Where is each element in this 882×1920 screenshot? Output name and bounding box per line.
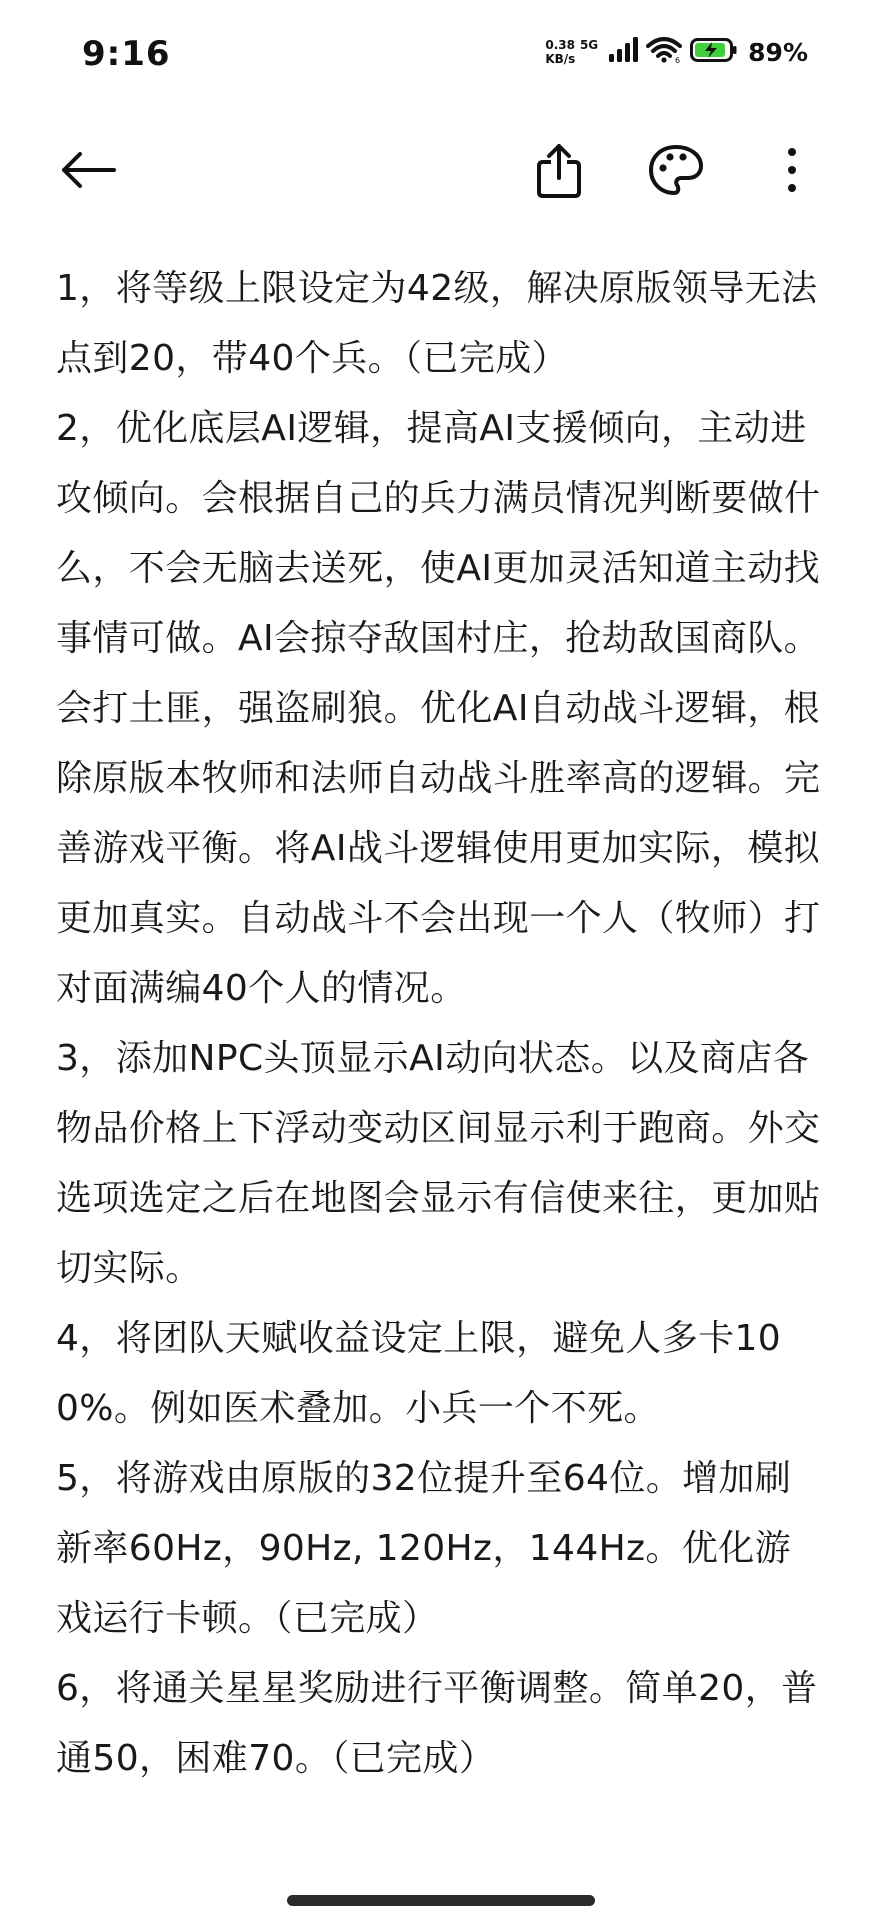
more-vertical-icon bbox=[786, 146, 798, 198]
paragraph-2: 2，优化底层AI逻辑，提高AI支援倾向，主动进攻倾向。会根据自己的兵力满员情况判断要做什么，不会无脑去送死，使AI更加灵活知道主动找事情可做。AI会掠夺敌国村庄，抢劫敌国商队。会打土匪，强盗刷狼。优化AI自动战斗逻辑，根除原版本牧师和法师自动战斗胜率高的逻辑。完善游戏平衡。将AI战斗逻辑使用更加实际，模拟更加真实。自动战斗不会出现一个人（牧师）打对面满编40个人的情况。 bbox=[56, 408, 821, 1009]
battery-percent: 89% bbox=[748, 37, 808, 67]
wifi-icon bbox=[646, 36, 682, 68]
palette-button[interactable] bbox=[644, 140, 708, 204]
battery-charging-icon bbox=[690, 37, 738, 67]
share-icon bbox=[535, 142, 583, 202]
back-button[interactable] bbox=[56, 140, 120, 204]
status-time: 9:16 bbox=[82, 34, 171, 74]
paragraph-3: 3，添加NPC头顶显示AI动向状态。以及商店各物品价格上下浮动变动区间显示利于跑商。外交选项选定之后在地图会显示有信使来往，更加贴切实际。 bbox=[56, 1038, 821, 1289]
home-indicator[interactable] bbox=[287, 1895, 595, 1906]
signal-icon bbox=[608, 37, 638, 67]
paragraph-6: 6，将通关星星奖励进行平衡调整。简单20，普通50，困难70。（已完成） bbox=[56, 1668, 818, 1779]
status-icons bbox=[545, 36, 808, 68]
svg-text:6: 6 bbox=[675, 56, 681, 64]
paragraph-1: 1，将等级上限设定为42级，解决原版领导无法点到20，带40个兵。（已完成） bbox=[56, 268, 818, 379]
network-speed bbox=[545, 38, 598, 66]
back-arrow-icon bbox=[60, 150, 116, 194]
share-button[interactable] bbox=[527, 140, 591, 204]
network-speed-unit: KB/s bbox=[545, 52, 576, 66]
status-bar bbox=[0, 0, 882, 110]
note-content[interactable] bbox=[56, 254, 826, 1794]
paragraph-5: 5，将游戏由原版的32位提升至64位。增加刷新率60Hz，90Hz, 120Hz，144Hz。优化游戏运行卡顿。（已完成） bbox=[56, 1458, 792, 1639]
paragraph-4: 4，将团队天赋收益设定上限，避免人多卡100%。例如医术叠加。小兵一个不死。 bbox=[56, 1318, 782, 1429]
palette-icon bbox=[648, 144, 704, 200]
toolbar bbox=[0, 140, 882, 204]
more-options-button[interactable] bbox=[760, 140, 824, 204]
network-type: 5G bbox=[579, 38, 599, 52]
network-speed-value: 0.38 bbox=[545, 38, 575, 52]
